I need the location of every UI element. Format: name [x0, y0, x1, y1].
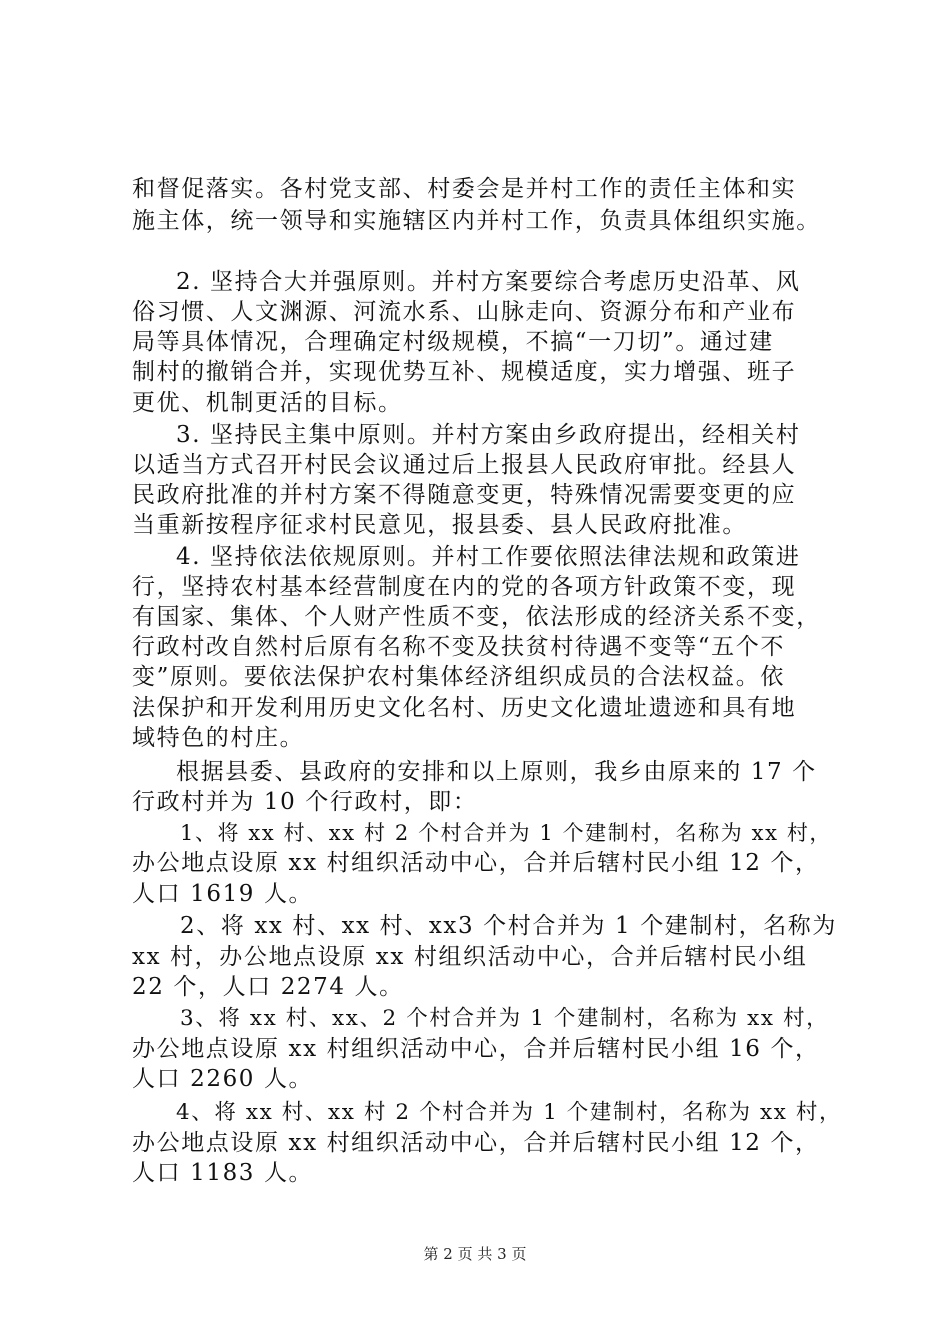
page-number-footer: 第 2 页 共 3 页: [423, 1245, 527, 1263]
text-line: 人口 1619 人。: [132, 881, 314, 907]
text-line: 和督促落实。各村党支部、村委会是并村工作的责任主体和实: [132, 176, 797, 202]
text-line: 行政村并为 10 个行政村，即：: [132, 789, 478, 815]
text-line: 4、将 xx 村、xx 村 2 个村合并为 1 个建制村，名称为 xx 村，: [176, 1100, 843, 1125]
text-line: 俗习惯、人文渊源、河流水系、山脉走向、资源分布和产业布: [132, 299, 797, 325]
text-line: 以适当方式召开村民会议通过后上报县人民政府审批。经县人: [132, 452, 797, 478]
text-line: 办公地点设原 xx 村组织活动中心，合并后辖村民小组 12 个，: [132, 1130, 820, 1156]
text-line: 2、将 xx 村、xx 村、xx3 个村合并为 1 个建制村，名称为: [180, 913, 837, 939]
text-line: 法保护和开发利用历史文化名村、历史文化遗址遗迹和具有地: [132, 695, 797, 721]
text-line: 人口 1183 人。: [132, 1160, 314, 1186]
text-line: 根据县委、县政府的安排和以上原则，我乡由原来的 17 个: [176, 759, 817, 785]
text-line: 3、将 xx 村、xx、2 个村合并为 1 个建制村，名称为 xx 村，: [180, 1006, 830, 1031]
text-line: 行，坚持农村基本经营制度在内的党的各项方针政策不变，现: [132, 574, 797, 600]
text-line: 局等具体情况，合理确定村级规模，不搞“一刀切”。通过建: [132, 329, 774, 355]
text-line: 更优、机制更活的目标。: [132, 390, 403, 416]
text-line: 2. 坚持合大并强原则。并村方案要综合考虑历史沿革、风: [176, 269, 801, 295]
text-line: 有国家、集体、个人财产性质不变，依法形成的经济关系不变，: [132, 604, 821, 630]
text-line: 民政府批准的并村方案不得随意变更，特殊情况需要变更的应: [132, 482, 797, 508]
text-line: 4. 坚持依法依规原则。并村工作要依照法律法规和政策进: [176, 544, 801, 570]
text-line: 1、将 xx 村、xx 村 2 个村合并为 1 个建制村，名称为 xx 村，: [180, 821, 833, 845]
text-line: 制村的撤销合并，实现优势互补、规模适度，实力增强、班子: [132, 359, 797, 385]
text-line: 办公地点设原 xx 村组织活动中心，合并后辖村民小组 16 个，: [132, 1036, 820, 1062]
text-line: xx 村，办公地点设原 xx 村组织活动中心，合并后辖村民小组: [132, 944, 808, 970]
text-line: 办公地点设原 xx 村组织活动中心，合并后辖村民小组 12 个，: [132, 850, 820, 876]
text-line: 域特色的村庄。: [132, 725, 305, 751]
text-line: 3. 坚持民主集中原则。并村方案由乡政府提出，经相关村: [176, 422, 801, 448]
text-line: 变”原则。要依法保护农村集体经济组织成员的合法权益。依: [132, 664, 785, 690]
text-line: 施主体，统一领导和实施辖区内并村工作，负责具体组织实施。: [132, 208, 821, 234]
text-line: 当重新按程序征求村民意见，报县委、县人民政府批准。: [132, 512, 747, 538]
text-line: 行政村改自然村后原有名称不变及扶贫村待遇不变等“五个不: [132, 634, 785, 660]
text-line: 人口 2260 人。: [132, 1066, 314, 1092]
text-line: 22 个，人口 2274 人。: [132, 974, 404, 1000]
